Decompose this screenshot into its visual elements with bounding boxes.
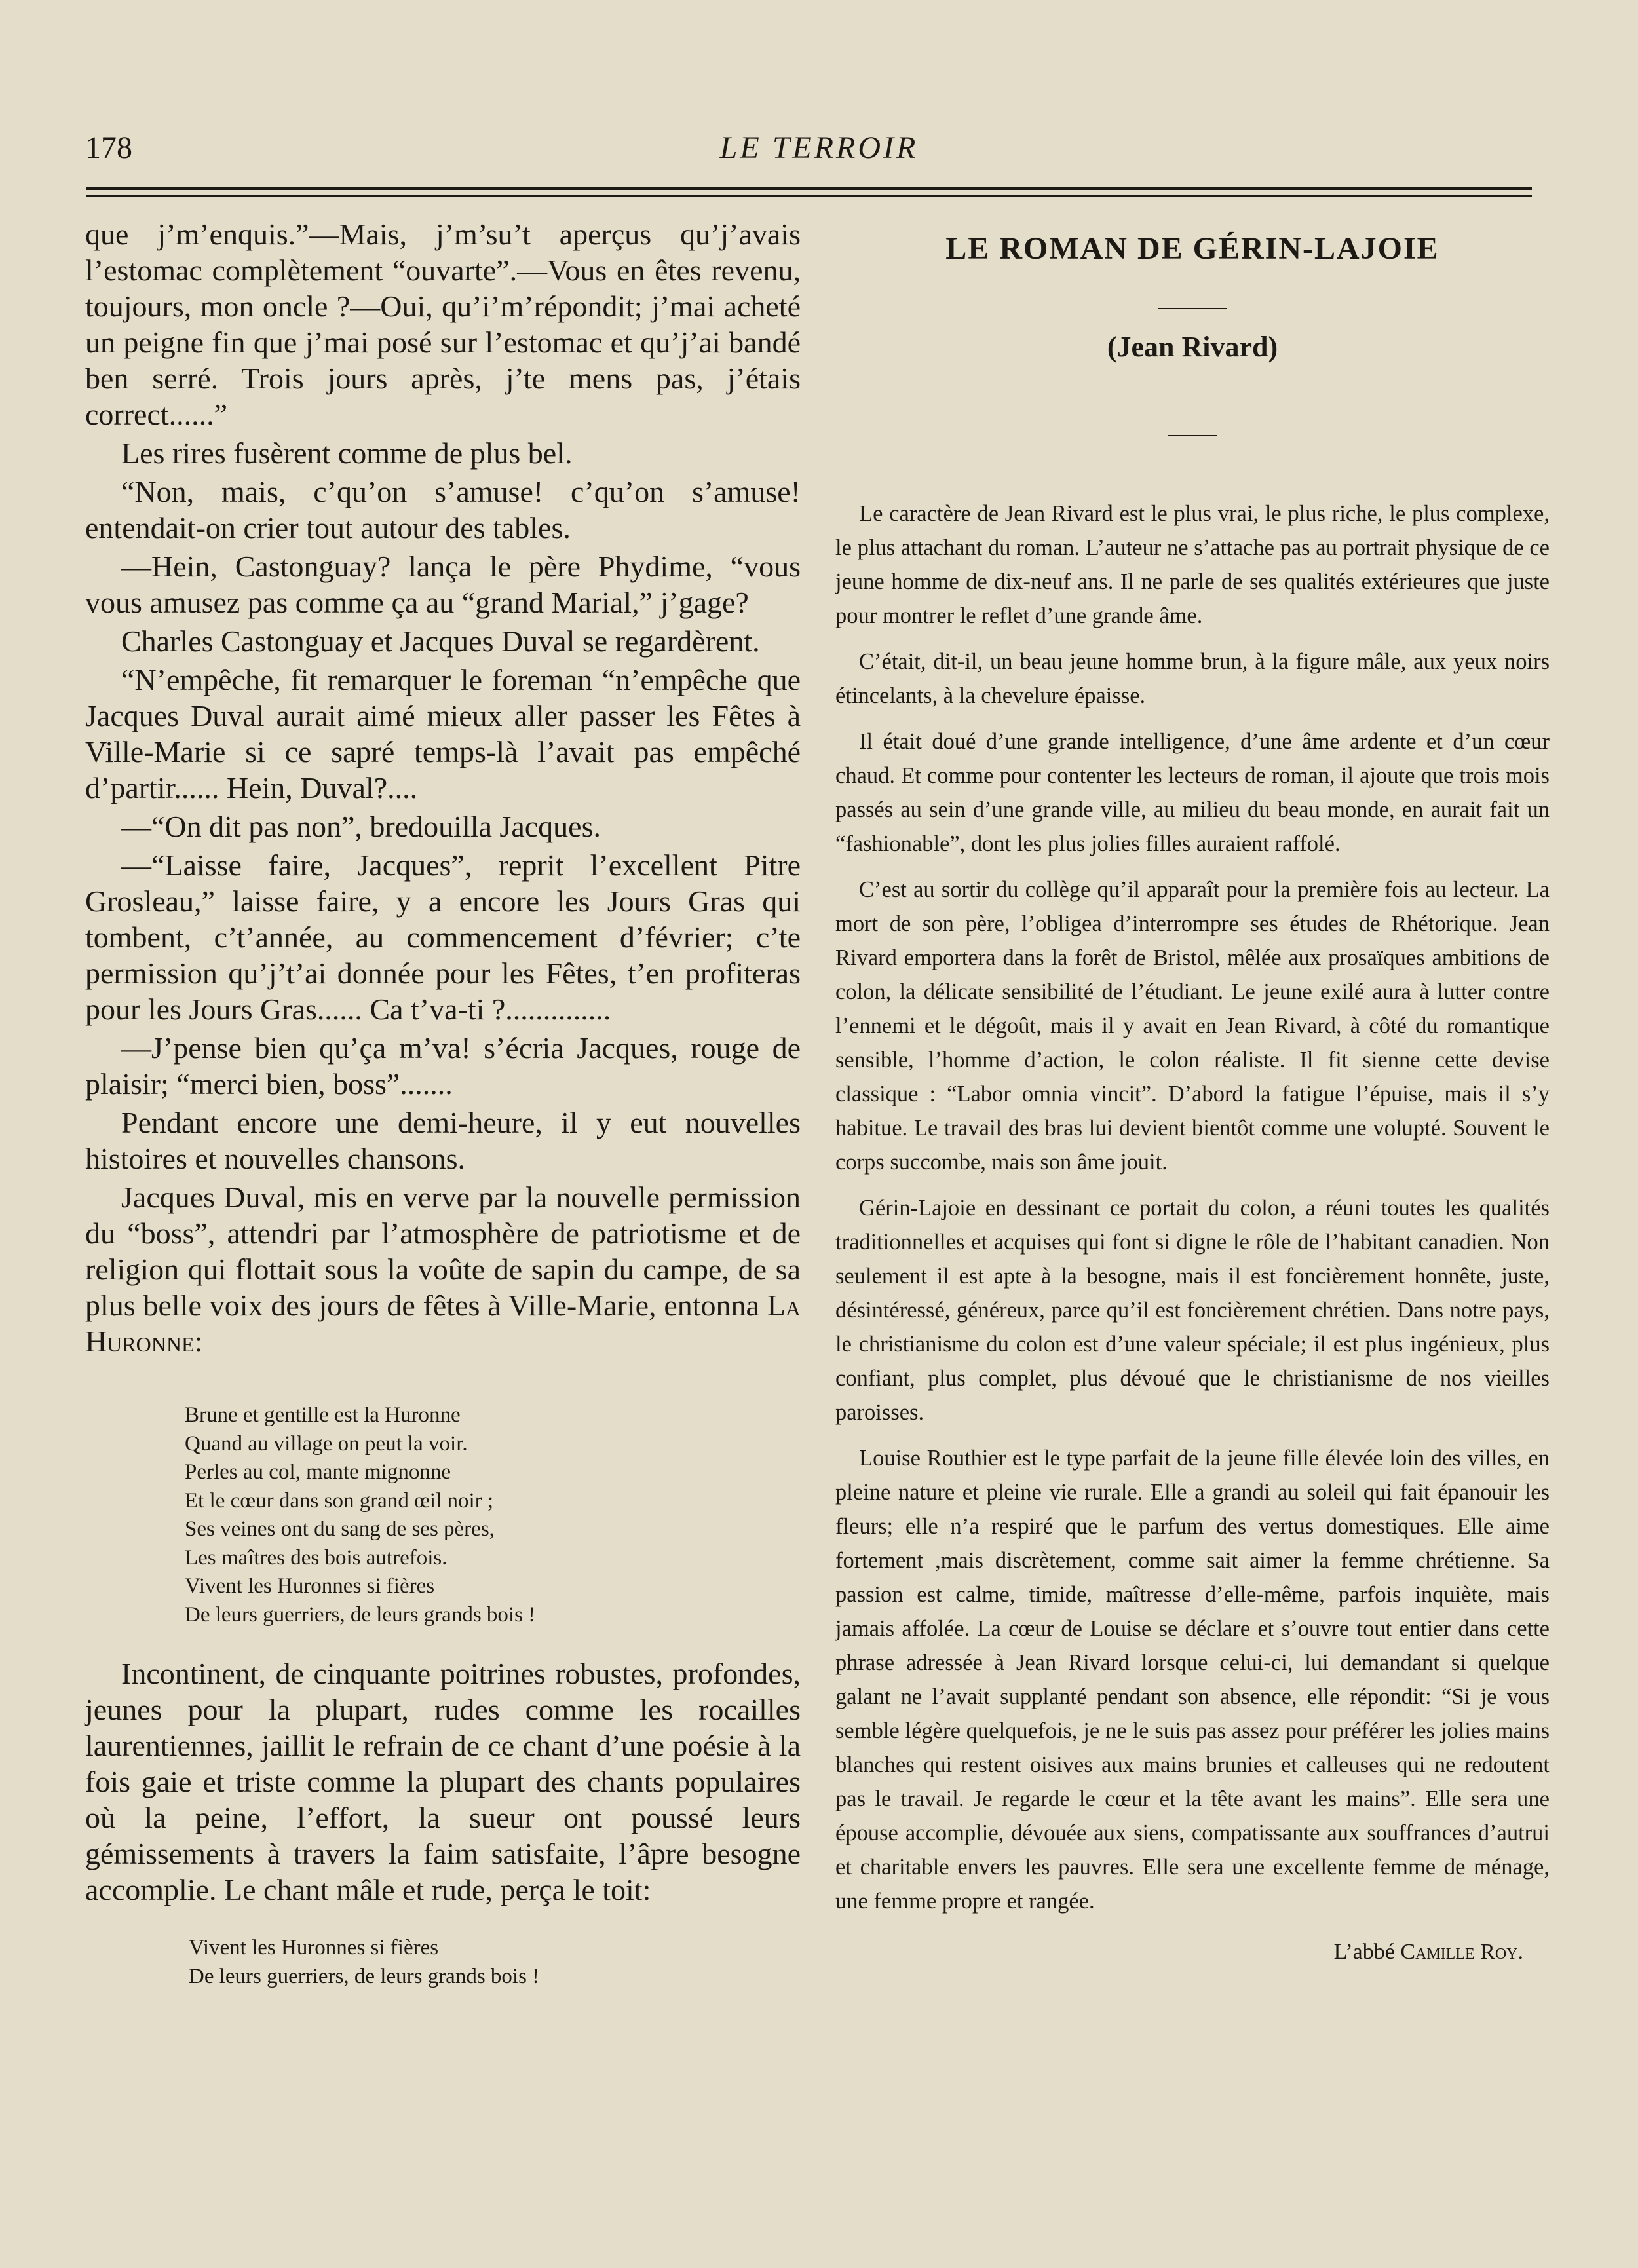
article-subtitle: (Jean Rivard): [1107, 331, 1278, 363]
poem-line: Ses veines ont du sang de ses pères,: [185, 1517, 495, 1541]
page-number: 178: [85, 130, 132, 165]
poem-line: Brune et gentille est la Huronne: [185, 1403, 461, 1427]
left-closing-paragraph: Incontinent, de cinquante poitrines robustes, profondes, jeunes pour la plupart, rudes comme les rocailles laurentiennes, jaillit le refrain de ce chant d’une poésie à la fois gaie et triste comme la plupart des chants populaires où la peine, l’effort, la sueur ont poussé leurs gémissements à travers la faim satisfaite, l’âpre besogne accomplie. Le chant mâle et rude, perça le toit:: [85, 1657, 801, 1906]
left-paragraph-11-end: :: [194, 1325, 203, 1358]
left-paragraph-2: Les rires fusèrent comme de plus bel.: [121, 436, 573, 470]
signature-prefix: L’abbé: [1333, 1940, 1395, 1964]
left-paragraph-7: —“On dit pas non”, bredouilla Jacques.: [121, 810, 601, 843]
subtitle-divider: [1168, 435, 1217, 436]
right-paragraph-3: Il était doué d’une grande intelligence, d’une âme ardente et d’un cœur chaud. Et comme pour contenter les lecteurs de roman, il ajoute que trois mois passés au sein d’une grande ville, au milieu du beau monde, en aurait fait un “fashionable”, dont les plus jolies filles auraient raffolé.: [835, 729, 1550, 856]
left-paragraph-9: —J’pense bien qu’ça m’va! s’écria Jacques, rouge de plaisir; “merci bien, boss”.......: [85, 1031, 801, 1101]
left-paragraph-6: “N’empêche, fit remarquer le foreman “n’empêche que Jacques Duval aurait aimé mieux aller passer les Fêtes à Ville-Marie si ce sapré temps-là l’avait pas empêché d’partir...... Hein, Duval?....: [85, 663, 801, 804]
poem-line: Vivent les Huronnes si fières: [185, 1574, 435, 1598]
title-divider: [1158, 308, 1227, 309]
song-title: La Huronne: [85, 1289, 801, 1358]
poem-line: De leurs guerriers, de leurs grands bois !: [185, 1602, 536, 1627]
right-paragraph-5: Gérin-Lajoie en dessinant ce portait du colon, a réuni toutes les qualités traditionnelles et acquises qui font si digne le rôle de l’habitant canadien. Non seulement il est apte à la besogne, mais il est foncièrement honnête, juste, désintéressé, généreux, parce qu’il est foncièrement chrétien. Dans notre pays, le christianisme du colon est d’une valeur spéciale; il est plus ingénieux, plus confiant, plus complet, plus dévoué que le christianisme de nos vieilles paroisses.: [835, 1196, 1550, 1425]
right-paragraph-2: C’était, dit-il, un beau jeune homme brun, à la figure mâle, aux yeux noirs étincelants, à la chevelure épaisse.: [835, 649, 1550, 708]
right-column: [835, 216, 1550, 1969]
article-title: LE ROMAN DE GÉRIN-LAJOIE: [945, 231, 1439, 266]
running-head: LE TERROIR: [719, 130, 919, 165]
left-paragraph-10: Pendant encore une demi-heure, il y eut nouvelles histoires et nouvelles chansons.: [85, 1106, 801, 1175]
header-rule-top: [86, 187, 1532, 190]
left-paragraph-5: Charles Castonguay et Jacques Duval se regardèrent.: [121, 624, 760, 658]
author-signature: [835, 1935, 1523, 1969]
header-rule-bottom: [86, 195, 1532, 197]
poem-line: De leurs guerriers, de leurs grands bois !: [189, 1964, 540, 1988]
right-paragraph-4: C’est au sortir du collège qu’il apparaît pour la première fois au lecteur. La mort de son père, l’obligea d’interrompre ses études de Rhétorique. Jean Rivard emportera dans la forêt de Bristol, mêlée aux prosaïques ambitions de colon, la délicate sensibilité de l’étudiant. Le jeune exilé aura à lutter contre l’ennemi et le dégoût, mais il y avait en Jean Rivard, à côté du romantique sensible, l’homme d’action, le colon réaliste. Il fit sienne cette devise classique : “Labor omnia vincit”. D’abord la fatigue l’épuise, mais il s’y habitue. Le travail des bras lui devient bientôt comme une volupté. Souvent le corps succombe, mais son âme jouit.: [835, 877, 1550, 1175]
left-paragraph-8: —“Laisse faire, Jacques”, reprit l’excellent Pitre Grosleau,” laisse faire, y a encore les Jours Gras qui tombent, c’t’année, au commencement d’février; c’te permission qu’j’t’ai donnée pour les Fêtes, t’en profiteras pour les Jours Gras...... Ca t’va-ti ?..............: [85, 848, 801, 1026]
left-paragraph-4: —Hein, Castonguay? lança le père Phydime, “vous vous amusez pas comme ça au “grand Marial,” j’gage?: [85, 550, 801, 619]
article-body: [835, 497, 1550, 1918]
left-paragraph-1: que j’m’enquis.”—Mais, j’m’su’t aperçus qu’j’avais l’estomac complètement “ouvarte”.—Vous en êtes revenu, toujours, mon oncle ?—Oui, qu’i’m’répondit; j’mai acheté un peigne fin que j’mai posé sur l’estomac et qu’j’ai bandé ben serré. Trois jours après, j’te mens pas, j’étais correct......”: [85, 217, 801, 431]
right-paragraph-6: Louise Routhier est le type parfait de la jeune fille élevée loin des villes, en pleine nature et pleine vie rurale. Elle a grandi au soleil qui fait épanouir les fleurs; elle n’a respiré que le parfum des vertus domestiques. Elle aime fortement ,mais discrètement, comme sait aimer la femme chrétienne. Sa passion est calme, timide, maîtresse d’elle-même, parfois inquiète, mais jamais affolée. La cœur de Louise se déclare et s’ouvre tout entier dans cette phrase adressée à Jean Rivard lorsque celui-ci, lui demandant si quelque galant ne l’avait supplanté pendant son absence, elle répondit: “Si je vous semble légère quelquefois, je ne le suis pas assez pour préférer les jolies mains blanches qui restent oisives aux mains brunies et calleuses qui ne redoutent pas le travail. Je regarde le cœur et la tête avant les mains”. Elle sera une épouse accomplie, dévouée aux siens, compatissante aux souffrances d’autrui et charitable envers les pauvres. Elle sera une excellente femme de ménage, une femme propre et rangée.: [835, 1446, 1550, 1914]
poem-line: Et le cœur dans son grand œil noir ;: [185, 1488, 494, 1513]
left-column: [85, 216, 801, 1991]
signature-name: Camille Roy.: [1400, 1940, 1523, 1964]
poem-line: Quand au village on peut la voir.: [185, 1431, 468, 1456]
left-paragraph-3: “Non, mais, c’qu’on s’amuse! c’qu’on s’amuse! entendait-on crier tout autour des tables.: [85, 475, 801, 544]
poem-line: Vivent les Huronnes si fières: [189, 1936, 439, 1959]
right-paragraph-1: Le caractère de Jean Rivard est le plus vrai, le plus riche, le plus complexe, le plus attachant du roman. L’auteur ne s’attache pas au portrait physique de ce jeune homme de dix-neuf ans. Il ne parle de ses qualités extérieures que juste pour montrer le reflet d’une grande âme.: [835, 501, 1550, 628]
left-paragraph-11-text: Jacques Duval, mis en verve par la nouvelle permission du “boss”, attendri par l’atmosphère de patriotisme et de religion qui flottait sous la voûte de sapin du campe, de sa plus belle voix des jours de fêtes à Ville-Marie, entonna: [85, 1181, 801, 1322]
poem-line: Les maîtres des bois autrefois.: [185, 1545, 448, 1570]
poem-line: Perles au col, mante mignonne: [185, 1460, 451, 1484]
left-paragraph-11: [85, 1179, 801, 1359]
poem-refrain: [189, 1934, 801, 1991]
poem-stanza: [185, 1401, 801, 1629]
